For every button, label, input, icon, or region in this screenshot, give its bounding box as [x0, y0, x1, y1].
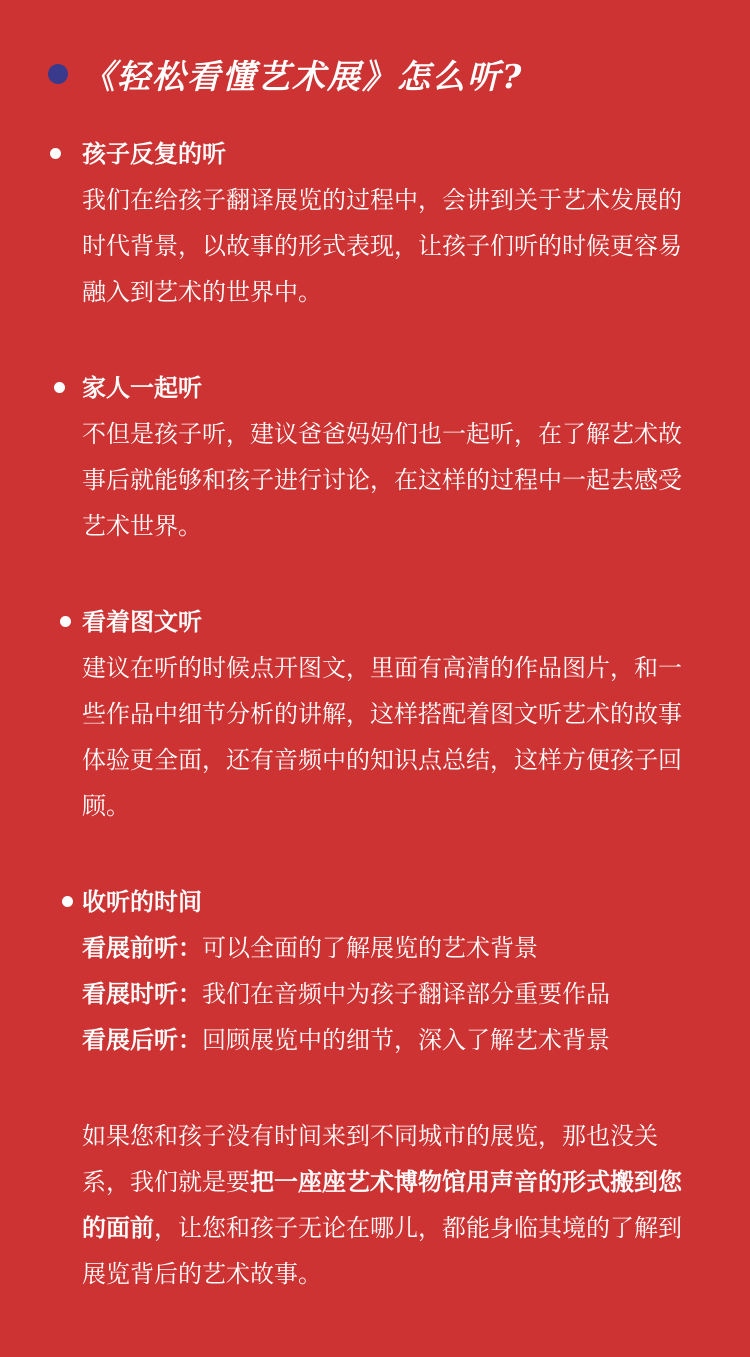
section-listening-time [82, 886, 702, 1063]
schedule-list [82, 925, 702, 1063]
section-body: 我们在给孩子翻译展览的过程中，会讲到关于艺术发展的时代背景，以故事的形式表现，让孩子们听的时候更容易融入到艺术的世界中。 [82, 186, 682, 306]
section-heading: 收听的时间 [82, 888, 202, 916]
closing-text-post: ，让您和孩子无论在哪儿，都能身临其境的了解到展览背后的艺术故事。 [82, 1214, 682, 1288]
page-title-row [48, 48, 523, 100]
section-body: 建议在听的时候点开图文，里面有高清的作品图片，和一些作品中细节分析的讲解，这样搭配着图文听艺术的故事体验更全面，还有音频中的知识点总结，这样方便孩子回顾。 [82, 654, 682, 820]
closing-section [82, 1113, 702, 1297]
closing-paragraph [82, 1113, 702, 1297]
section-heading: 看着图文听 [82, 608, 202, 636]
page-title: 《轻松看懂艺术展》怎么听? [82, 56, 524, 96]
schedule-label: 看展后听： [82, 1026, 202, 1054]
section-heading: 家人一起听 [82, 374, 202, 402]
schedule-label: 看展前听： [82, 934, 202, 962]
schedule-text: 可以全面的了解展览的艺术背景 [202, 934, 538, 962]
bullet-dot-icon [54, 382, 65, 393]
title-bullet-dot-icon [48, 64, 68, 84]
schedule-label: 看展时听： [82, 980, 202, 1008]
section-heading: 孩子反复的听 [82, 140, 226, 168]
schedule-row [82, 1017, 702, 1063]
closing-text-pre: 如果您和孩子没有时间来到不同城市的展览，那也没关系，我们就是要 [82, 1122, 658, 1196]
section-repeat-listen [82, 138, 702, 315]
schedule-row [82, 925, 702, 971]
section-body: 不但是孩子听，建议爸爸妈妈们也一起听，在了解艺术故事后就能够和孩子进行讨论，在这样的过程中一起去感受艺术世界。 [82, 420, 682, 540]
bullet-dot-icon [50, 148, 61, 159]
section-family-listen [82, 372, 702, 549]
schedule-text: 回顾展览中的细节，深入了解艺术背景 [202, 1026, 610, 1054]
closing-text-bold: 把一座座艺术博物馆用声音的形式搬到您的面前 [82, 1168, 682, 1242]
bullet-dot-icon [60, 616, 71, 627]
section-picture-text-listen [82, 606, 702, 829]
schedule-row [82, 971, 702, 1017]
schedule-text: 我们在音频中为孩子翻译部分重要作品 [202, 980, 610, 1008]
bullet-dot-icon [62, 896, 73, 907]
